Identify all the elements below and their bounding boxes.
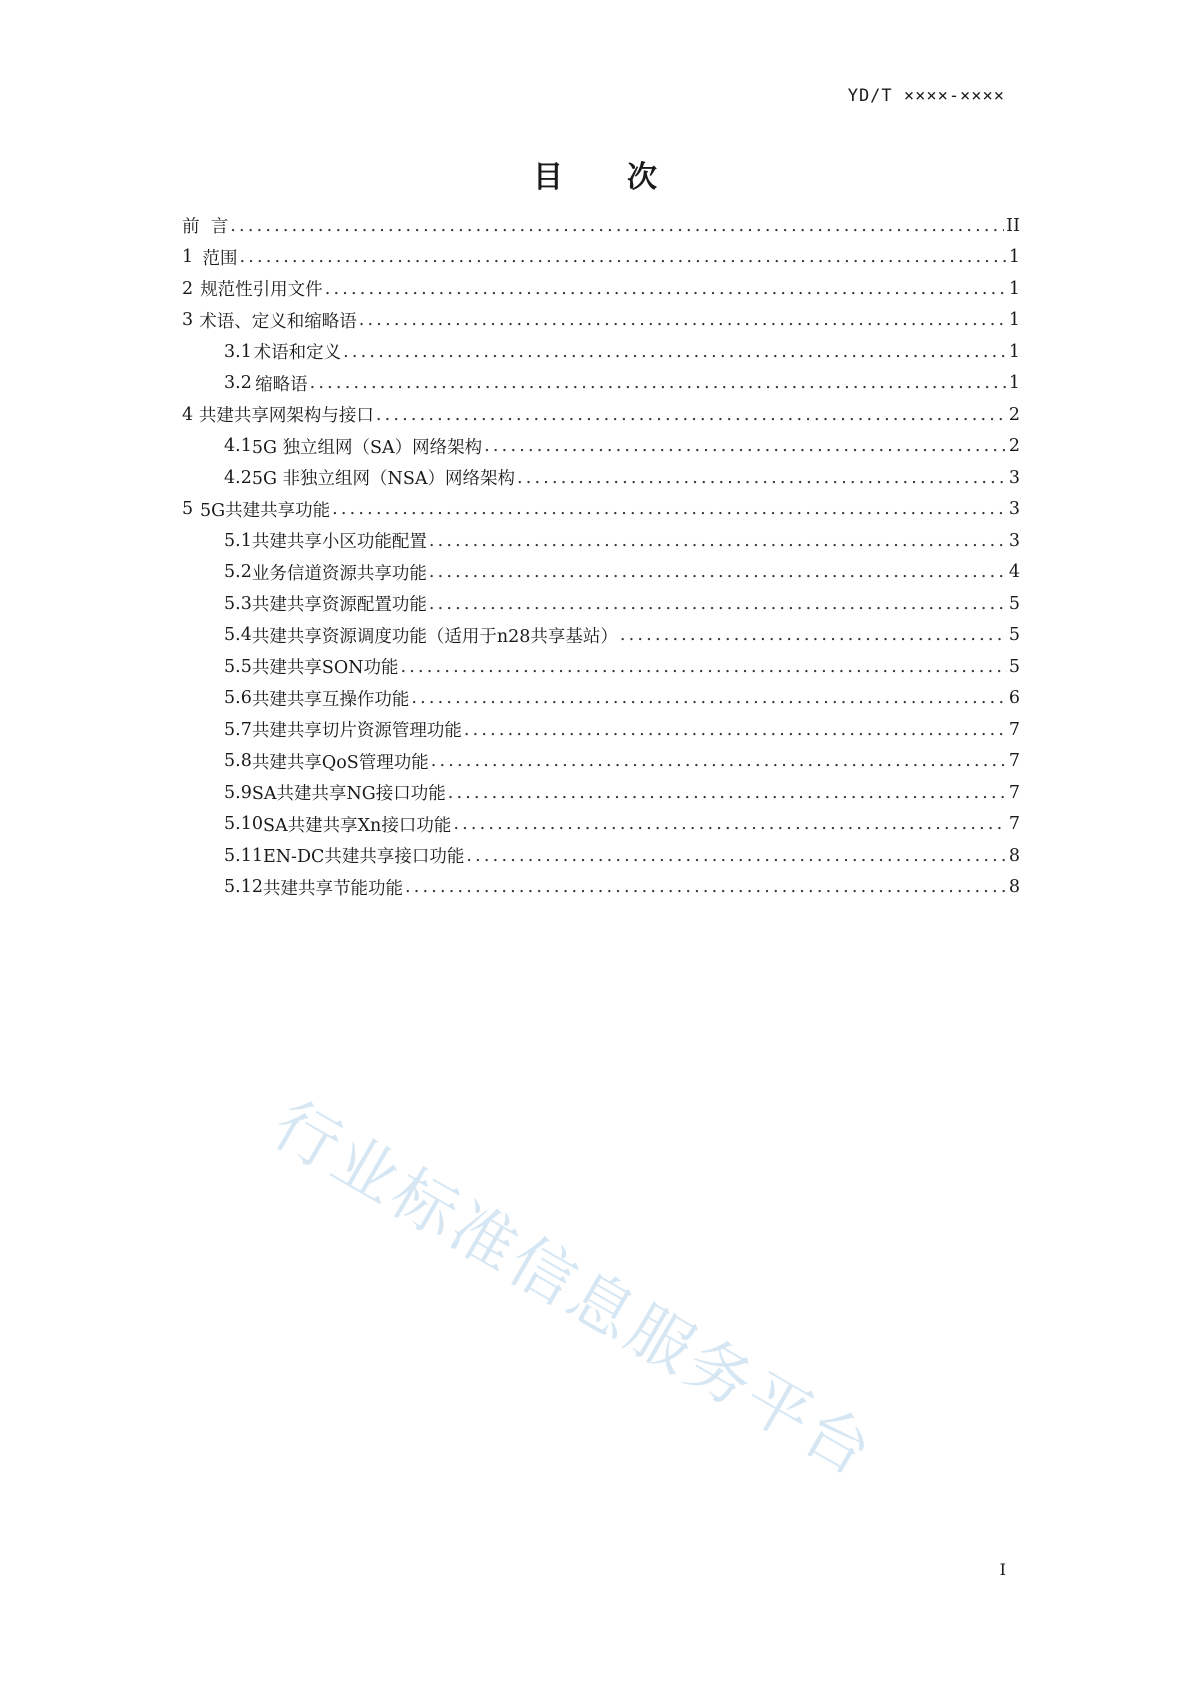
toc-dot-leader xyxy=(332,499,1007,519)
toc-entry-title: 缩略语 xyxy=(255,374,308,395)
toc-entry[interactable] xyxy=(182,336,1020,368)
toc-entry-page: II xyxy=(1006,215,1020,236)
toc-entry-page: 8 xyxy=(1008,877,1020,898)
toc-entry-title: SA共建共享NG接口功能 xyxy=(251,784,446,805)
toc-entry-title: 共建共享QoS管理功能 xyxy=(251,752,429,773)
toc-dot-leader xyxy=(429,594,1007,614)
toc-entry-page: 5 xyxy=(1008,656,1020,677)
toc-dot-leader xyxy=(376,405,1007,425)
toc-entry-page: 8 xyxy=(1008,845,1020,866)
toc-entry-number: 5 xyxy=(182,499,194,520)
toc-entry[interactable] xyxy=(182,525,1020,557)
toc-dot-leader xyxy=(448,783,1007,803)
toc-entry-page: 5 xyxy=(1008,593,1020,614)
toc-entry-number: 5.4 xyxy=(224,625,252,646)
toc-dot-leader xyxy=(401,657,1007,677)
toc-entry-number: 2 xyxy=(182,278,194,299)
toc-entry-number: 5.2 xyxy=(224,562,252,583)
toc-entry-page: 1 xyxy=(1008,341,1020,362)
toc-entry[interactable] xyxy=(182,494,1020,526)
toc-entry-page: 7 xyxy=(1008,719,1020,740)
toc-dot-leader xyxy=(517,468,1007,488)
toc-entry-page: 2 xyxy=(1008,436,1020,457)
toc-dot-leader xyxy=(466,846,1006,866)
toc-dot-leader xyxy=(453,814,1007,834)
toc-entry-title: 共建共享小区功能配置 xyxy=(251,532,427,553)
toc-entry-page: 3 xyxy=(1008,530,1020,551)
table-of-contents xyxy=(182,210,1020,903)
toc-entry[interactable] xyxy=(182,210,1020,242)
toc-entry[interactable] xyxy=(182,620,1020,652)
toc-entry-page: 7 xyxy=(1008,814,1020,835)
toc-entry-title: 术语和定义 xyxy=(253,343,342,364)
toc-entry-title: 5G共建共享功能 xyxy=(200,500,331,521)
footer-page-number: I xyxy=(999,1560,1006,1579)
toc-entry-page: 1 xyxy=(1008,310,1020,331)
toc-entry[interactable] xyxy=(182,651,1020,683)
toc-entry-title: 共建共享互操作功能 xyxy=(251,689,410,710)
toc-entry-title: 共建共享SON功能 xyxy=(251,658,399,679)
toc-entry-title: 规范性引用文件 xyxy=(200,280,323,301)
toc-dot-leader xyxy=(431,751,1007,771)
toc-dot-leader xyxy=(405,877,1007,897)
toc-entry-number: 3.2 xyxy=(224,373,252,394)
toc-entry[interactable] xyxy=(182,557,1020,589)
toc-entry-title: 业务信道资源共享功能 xyxy=(251,563,427,584)
document-code: YD/T ××××-×××× xyxy=(847,86,1005,106)
toc-dot-leader xyxy=(429,531,1007,551)
toc-entry-number: 1 xyxy=(182,247,194,268)
watermark: 行业标准信息服务平台 xyxy=(260,1087,887,1493)
title-char-right: 次 xyxy=(627,160,657,195)
toc-entry-title: 5G 非独立组网（NSA）网络架构 xyxy=(251,469,515,490)
toc-entry-title: 5G 独立组网（SA）网络架构 xyxy=(251,437,483,458)
toc-entry[interactable] xyxy=(182,588,1020,620)
toc-dot-leader xyxy=(239,247,1006,267)
toc-dot-leader xyxy=(429,562,1007,582)
toc-entry-title: 共建共享资源调度功能（适用于n28共享基站） xyxy=(251,626,618,647)
toc-entry[interactable] xyxy=(182,840,1020,872)
toc-entry[interactable] xyxy=(182,714,1020,746)
toc-entry-number: 前 xyxy=(182,217,200,238)
toc-entry-page: 3 xyxy=(1008,467,1020,488)
toc-entry[interactable] xyxy=(182,746,1020,778)
toc-entry-page: 2 xyxy=(1008,404,1020,425)
toc-dot-leader xyxy=(310,373,1007,393)
toc-entry-page: 7 xyxy=(1008,782,1020,803)
toc-dot-leader xyxy=(620,625,1007,645)
toc-entry-number: 5.1 xyxy=(224,530,252,551)
toc-entry[interactable] xyxy=(182,368,1020,400)
toc-entry-number: 5.8 xyxy=(224,751,252,772)
toc-dot-leader xyxy=(464,720,1007,740)
toc-entry-title: 术语、定义和缩略语 xyxy=(199,311,357,332)
toc-entry-title: EN-DC共建共享接口功能 xyxy=(262,847,465,868)
toc-entry-number: 5.10 xyxy=(224,814,263,835)
toc-entry-page: 1 xyxy=(1008,278,1020,299)
toc-entry-title: SA共建共享Xn接口功能 xyxy=(262,815,452,836)
toc-dot-leader xyxy=(230,216,1004,236)
toc-entry-number: 5.12 xyxy=(224,877,263,898)
toc-entry-number: 5.7 xyxy=(224,719,252,740)
toc-entry-number: 3 xyxy=(182,310,194,331)
toc-dot-leader xyxy=(484,436,1007,456)
toc-dot-leader xyxy=(411,688,1007,708)
toc-entry-title: 言 xyxy=(210,217,229,238)
toc-entry-title: 范围 xyxy=(202,248,238,269)
title-char-left: 目 xyxy=(533,160,563,195)
toc-entry-number: 3.1 xyxy=(224,341,252,362)
toc-entry[interactable] xyxy=(182,399,1020,431)
toc-entry-number: 4.1 xyxy=(224,436,252,457)
toc-entry-number: 5.3 xyxy=(224,593,252,614)
toc-entry[interactable] xyxy=(182,431,1020,463)
toc-entry[interactable] xyxy=(182,273,1020,305)
toc-entry-page: 6 xyxy=(1008,688,1020,709)
toc-entry-page: 5 xyxy=(1008,625,1020,646)
toc-entry-number: 5.9 xyxy=(224,782,252,803)
page-title xyxy=(0,152,1190,196)
toc-entry[interactable] xyxy=(182,809,1020,841)
toc-entry[interactable] xyxy=(182,242,1020,274)
toc-entry[interactable] xyxy=(182,305,1020,337)
toc-entry-number: 5.5 xyxy=(224,656,252,677)
toc-dot-leader xyxy=(325,279,1007,299)
toc-dot-leader xyxy=(359,310,1007,330)
toc-entry-title: 共建共享节能功能 xyxy=(262,878,403,899)
toc-entry-page: 7 xyxy=(1008,751,1020,772)
toc-entry-page: 1 xyxy=(1008,247,1020,268)
toc-entry-number: 4.2 xyxy=(224,467,252,488)
toc-dot-leader xyxy=(343,342,1007,362)
toc-entry-page: 4 xyxy=(1008,562,1020,583)
toc-entry-title: 共建共享资源配置功能 xyxy=(251,595,427,616)
toc-entry-number: 4 xyxy=(182,404,194,425)
toc-entry-title: 共建共享切片资源管理功能 xyxy=(251,721,462,742)
toc-entry-title: 共建共享网架构与接口 xyxy=(198,406,374,427)
toc-entry[interactable] xyxy=(182,777,1020,809)
toc-entry-page: 1 xyxy=(1008,373,1020,394)
toc-entry[interactable] xyxy=(182,872,1020,904)
toc-entry-number: 5.11 xyxy=(224,845,263,866)
toc-entry[interactable] xyxy=(182,462,1020,494)
toc-entry-page: 3 xyxy=(1008,499,1020,520)
toc-entry[interactable] xyxy=(182,683,1020,715)
toc-entry-number: 5.6 xyxy=(224,688,252,709)
